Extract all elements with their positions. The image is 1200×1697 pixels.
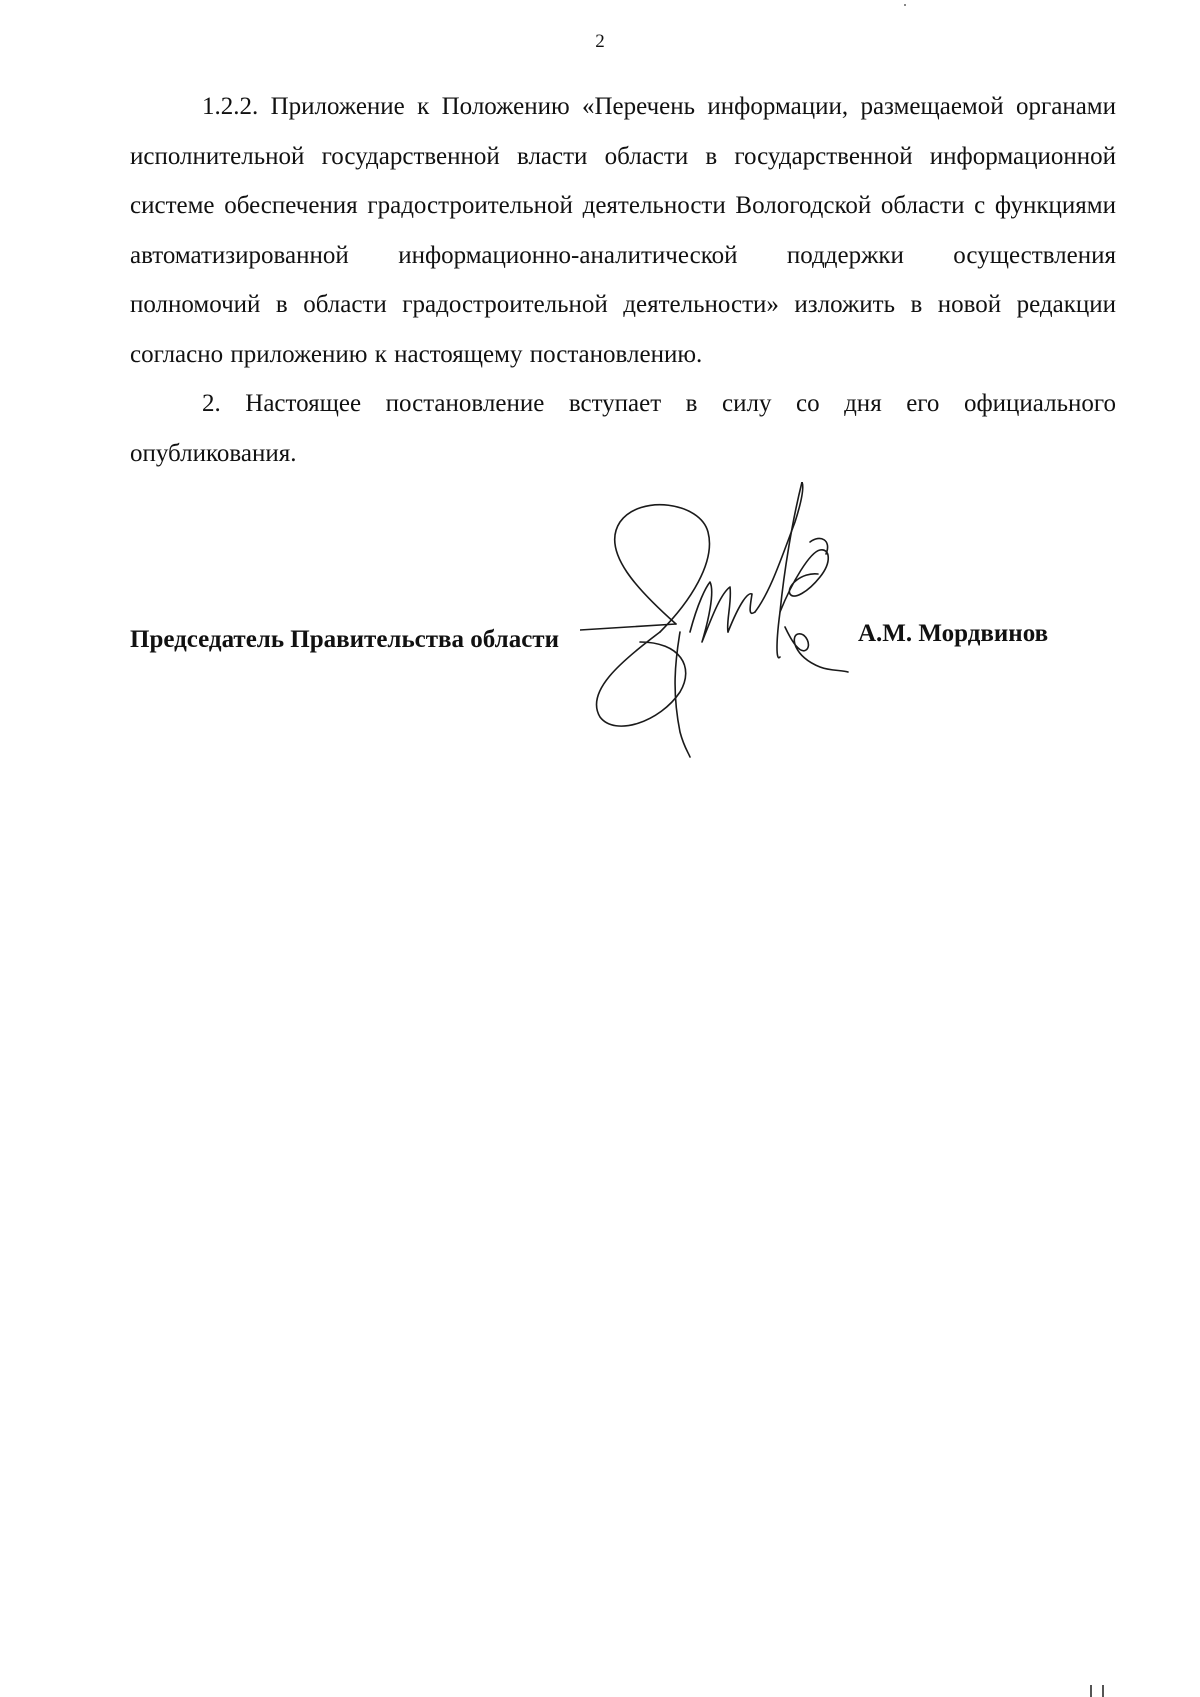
signatory-name: А.М. Мордвинов	[858, 620, 1049, 647]
scan-artifact	[904, 4, 906, 6]
document-body	[130, 82, 1116, 478]
paragraph-2: 2. Настоящее постановление вступает в силу со дня его официального опубликования.	[130, 390, 1116, 467]
page-number: 2	[595, 31, 605, 52]
signatory-title: Председатель Правительства области	[130, 626, 559, 653]
scan-artifact-corner	[1088, 1683, 1110, 1697]
handwritten-signature	[580, 482, 900, 762]
paragraph-1-2-2: 1.2.2. Приложение к Положению «Перечень информации, размещаемой органами исполнительной государственной власти области в государственной информационной системе обеспечения градостроительной деятельности Вологодской области с функциями автоматизированной информационно-аналитической поддержки осуществления полномочий в области градостроительной деятельности» изложить в новой редакции согласно приложению к настоящему постановлению.	[130, 93, 1116, 368]
